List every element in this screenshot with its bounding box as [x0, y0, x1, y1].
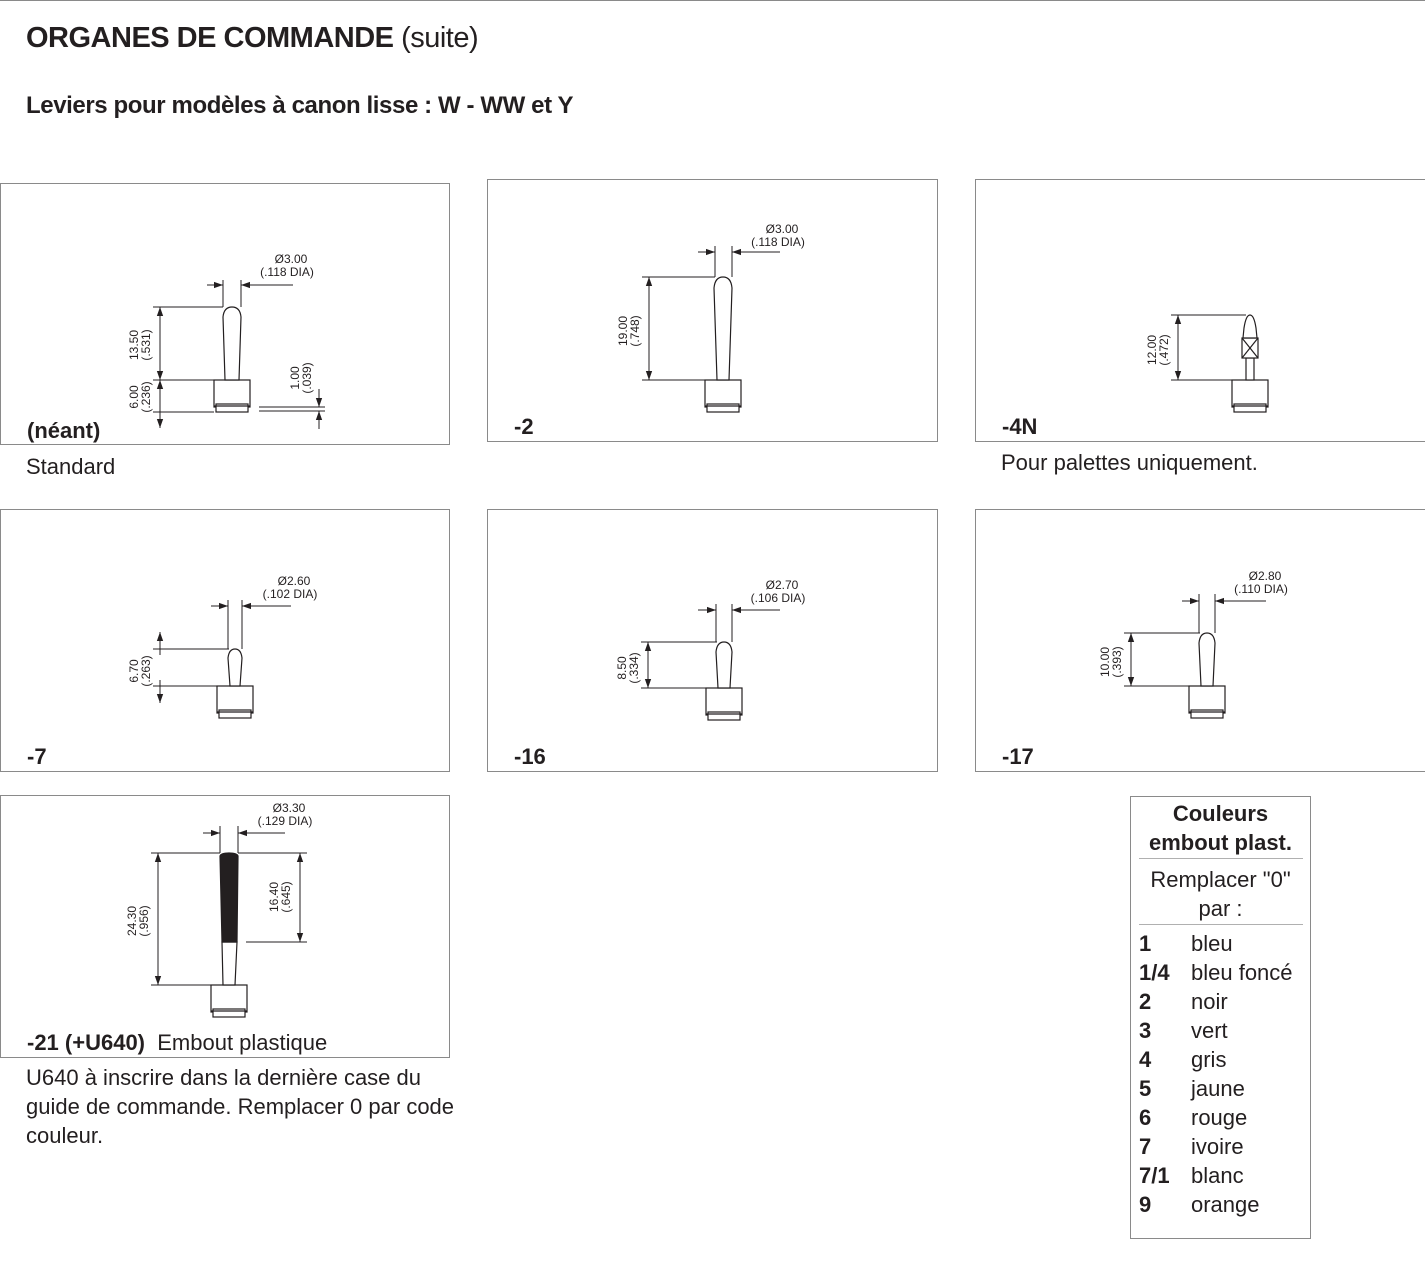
dim-diameter-in: (.118 DIA)	[260, 265, 314, 279]
color-table-instruction-line-1: Remplacer "0"	[1150, 867, 1291, 892]
dim-diameter-mm: Ø2.80	[1248, 569, 1282, 583]
dim-height-in: (.956)	[137, 905, 151, 937]
dim-height-mm: 6.70	[127, 659, 141, 683]
dim-diameter-mm: Ø3.30	[272, 801, 306, 815]
lever-drawing-17	[976, 510, 1425, 772]
dim-height-in: (.393)	[1110, 646, 1124, 678]
lever-drawing-21	[1, 796, 450, 1058]
caption-21-line-1: U640 à inscrire dans la dernière case du	[26, 1065, 422, 1090]
color-row: 7/1 blanc	[1139, 1163, 1244, 1188]
dim-diameter-in: (.118 DIA)	[751, 235, 805, 249]
color-row: 4 gris	[1139, 1047, 1227, 1072]
option-code: -4N	[1002, 414, 1038, 439]
dim-height-mm: 24.30	[125, 905, 139, 937]
dim-base-in: (.236)	[139, 381, 153, 413]
color-row: 6 rouge	[1139, 1105, 1248, 1130]
color-row: 1/4 bleu foncé	[1139, 960, 1293, 985]
lever-drawing-2	[488, 180, 938, 442]
lever-drawing-standard	[1, 184, 450, 445]
lever-drawing-4n	[976, 180, 1425, 442]
dim-step-in: (.039)	[300, 362, 314, 394]
dim-base-mm: 6.00	[127, 385, 141, 409]
color-row: 1 bleu	[1139, 931, 1233, 956]
panel-option-16	[487, 509, 938, 772]
option-code: -16	[514, 744, 546, 769]
caption-standard: Standard	[26, 454, 116, 479]
divider	[1139, 858, 1303, 859]
dim-diameter-mm: Ø3.00	[274, 252, 308, 266]
dim-height-in: (.472)	[1157, 334, 1171, 366]
top-rule	[0, 0, 1425, 1]
dim-diameter-mm: Ø2.70	[765, 578, 799, 592]
dim-diameter-in: (.129 DIA)	[257, 814, 313, 828]
dim-height-mm: 10.00	[1098, 646, 1112, 678]
dim-step-mm: 1.00	[288, 366, 302, 390]
page-subtitle: Leviers pour modèles à canon lisse : W - WW et Y	[26, 92, 574, 119]
dim-diameter-in: (.106 DIA)	[750, 591, 806, 605]
caption-21-line-2: guide de commande. Remplacer 0 par code	[26, 1094, 455, 1119]
panel-option-2	[487, 179, 938, 442]
dim-diameter-in: (.110 DIA)	[1234, 582, 1288, 596]
color-row: 9 orange	[1139, 1192, 1260, 1217]
color-row: 2 noir	[1139, 989, 1228, 1014]
option-code: -21 (+U640) Embout plastique	[27, 1030, 328, 1055]
caption-4n: Pour palettes uniquement.	[1001, 450, 1258, 475]
dim-diameter-mm: Ø3.00	[765, 222, 799, 236]
dim-height-mm: 13.50	[127, 329, 141, 361]
color-table-instruction-line-2: par :	[1198, 896, 1243, 921]
dim-height-mm: 8.50	[615, 656, 629, 680]
color-table-title-line-2: embout plast.	[1148, 830, 1292, 855]
option-code: -17	[1002, 744, 1034, 769]
panel-standard	[0, 183, 450, 445]
dim-height-in: (.263)	[139, 655, 153, 687]
caption-21-line-3: couleur.	[26, 1123, 104, 1148]
dim-height-in: (.334)	[627, 652, 641, 684]
lever-drawing-16	[488, 510, 938, 772]
lever-drawing-7	[1, 510, 450, 772]
dim-height-mm: 12.00	[1145, 334, 1159, 366]
dim-height-in: (.531)	[139, 329, 153, 361]
option-code: (néant)	[27, 418, 101, 443]
option-code: -2	[514, 414, 534, 439]
panel-option-21	[0, 795, 450, 1058]
dim-diameter-in: (.102 DIA)	[262, 587, 318, 601]
color-table-title-line-1: Couleurs	[1172, 801, 1269, 826]
plastic-tip	[220, 853, 238, 942]
dim-tip-mm: 16.40	[267, 881, 281, 913]
color-row: 7 ivoire	[1139, 1134, 1244, 1159]
dim-height-in: (.748)	[628, 315, 642, 347]
panel-option-4n	[975, 179, 1425, 442]
tip-color-table	[1130, 796, 1311, 1239]
panel-option-7	[0, 509, 450, 772]
panel-option-17	[975, 509, 1425, 772]
page-title: ORGANES DE COMMANDE (suite)	[26, 22, 479, 54]
divider	[1139, 924, 1303, 925]
color-row: 5 jaune	[1139, 1076, 1245, 1101]
dim-height-mm: 19.00	[616, 315, 630, 347]
dim-tip-in: (.645)	[279, 881, 293, 913]
color-row: 3 vert	[1139, 1018, 1228, 1043]
option-description: Embout plastique	[157, 1030, 328, 1055]
dim-diameter-mm: Ø2.60	[277, 574, 311, 588]
option-code: -7	[27, 744, 47, 769]
